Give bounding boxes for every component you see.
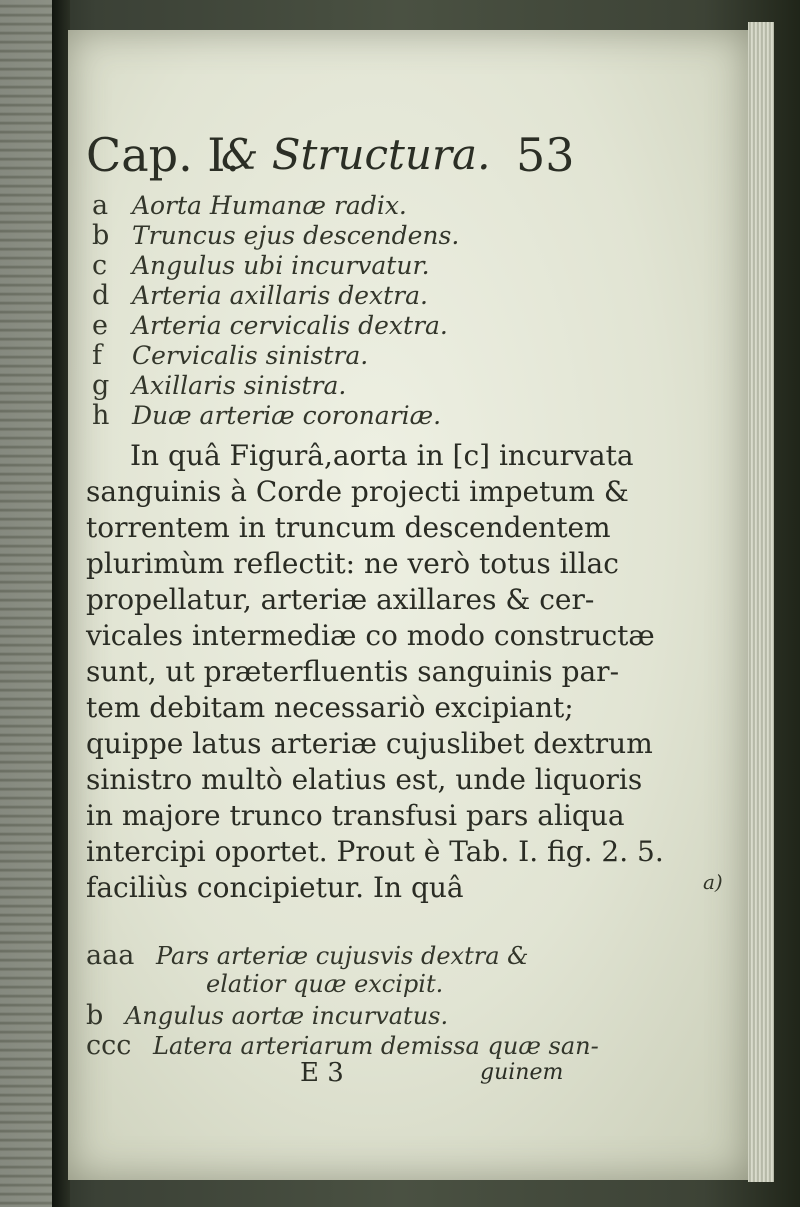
paragraph-line: sunt, ut præterfluentis sanguinis par- [86, 655, 620, 688]
note-text: Pars arteriæ cujusvis dextra & [155, 942, 529, 970]
legend-item [92, 220, 652, 250]
legend-item [92, 280, 652, 310]
note-text: Angulus aortæ incurvatus. [124, 1002, 449, 1030]
paragraph-line: vicales intermediæ co modo constructæ [86, 619, 655, 652]
legend-letter: e [92, 310, 108, 341]
paragraph-line: intercipi oportet. Prout è Tab. I. fig. 2. 5. [86, 835, 664, 868]
paragraph-line: torrentem in truncum descendentem [86, 511, 611, 544]
note-letter: aaa [86, 940, 135, 971]
note-letter: ccc [86, 1030, 132, 1061]
legend-letter: g [92, 370, 110, 401]
legend-item [92, 400, 652, 430]
note-letter: b [86, 1000, 104, 1031]
paragraph-line: In quâ Figurâ,aorta in [c] incurvata [130, 439, 634, 472]
legend-text: Axillaris sinistra. [131, 371, 347, 400]
figure-notes [86, 940, 696, 1060]
paragraph-line: sinistro multò elatius est, unde liquoris [86, 763, 643, 796]
legend-item [92, 370, 652, 400]
legend-letter: a [92, 190, 109, 221]
legend-letter: c [92, 250, 108, 281]
page-number: 53 [516, 128, 575, 182]
legend-text: Truncus ejus descendens. [131, 221, 460, 250]
legend-text: Cervicalis sinistra. [131, 341, 369, 370]
legend-item [92, 190, 652, 220]
legend-letter: d [92, 280, 110, 311]
paragraph-line: in majore trunco transfusi pars aliqua [86, 799, 625, 832]
figure-legend [92, 190, 652, 430]
paragraph-line: faciliùs concipietur. In quâ [86, 871, 464, 904]
note-text: Latera arteriarum demissa quæ san- [153, 1032, 599, 1060]
paragraph-line: tem debitam necessariò excipiant; [86, 691, 574, 724]
note-item [86, 1000, 696, 1030]
page-edges-right [748, 22, 774, 1182]
note-continuation: elatior quæ excipit. [206, 970, 444, 998]
running-header [86, 128, 706, 184]
paragraph-line: propellatur, arteriæ axillares & cer- [86, 583, 595, 616]
body-paragraph [86, 438, 696, 906]
note-item [86, 1030, 696, 1060]
legend-text: Angulus ubi incurvatur. [131, 251, 430, 280]
legend-text: Arteria axillaris dextra. [131, 281, 428, 310]
legend-letter: h [92, 400, 110, 431]
paragraph-line: quippe latus arteriæ cujuslibet dextrum [86, 727, 653, 760]
section-title: & Structura. [221, 130, 491, 179]
legend-text: Aorta Humanæ radix. [131, 191, 407, 220]
legend-text: Duæ arteriæ coronariæ. [131, 401, 442, 430]
chapter-label: Cap. I. [86, 128, 241, 182]
legend-item [92, 250, 652, 280]
legend-item [92, 340, 652, 370]
catchword: guinem [480, 1060, 564, 1085]
signature-mark: E 3 [300, 1058, 344, 1088]
page-footer [300, 1058, 720, 1098]
left-binding-edges [0, 0, 52, 1207]
note-item [86, 940, 696, 970]
paragraph-line: sanguinis à Corde projecti impetum & [86, 475, 629, 508]
legend-letter: b [92, 220, 110, 251]
paragraph-line: plurimùm reflectit: ne verò totus illac [86, 547, 619, 580]
legend-item [92, 310, 652, 340]
legend-text: Arteria cervicalis dextra. [131, 311, 448, 340]
legend-letter: f [92, 340, 102, 371]
handwritten-margin-note: a) [703, 870, 723, 894]
